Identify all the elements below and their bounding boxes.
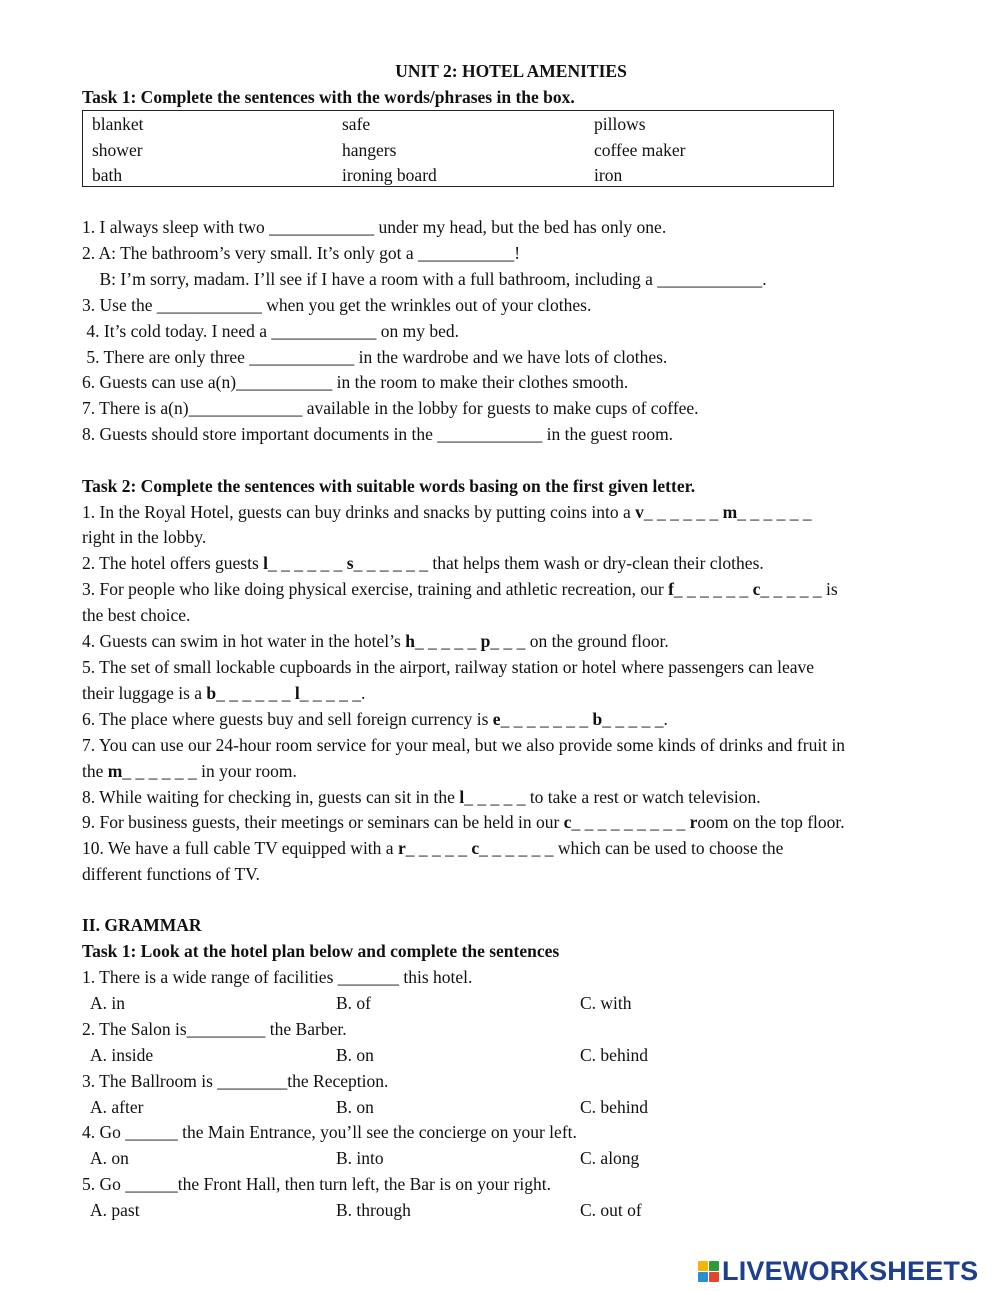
task2-sentence-line — [82, 863, 260, 885]
grammar-question: 4. Go ______ the Main Entrance, you’ll see the concierge on your left. — [82, 1122, 577, 1142]
task1-sentence: 3. Use the ____________ when you get the wrinkles out of your clothes. — [82, 295, 592, 315]
sentence-text: _ _ _ _ _ _ — [643, 502, 723, 522]
sentence-text: their luggage is a — [82, 683, 207, 703]
answer-option[interactable]: B. on — [336, 1045, 374, 1065]
task2-sentence-line — [82, 656, 814, 678]
sentence-text: _ _ _ _ _ — [414, 631, 481, 651]
answer-option[interactable]: B. of — [336, 993, 371, 1013]
word-box-cell: pillows — [594, 114, 646, 134]
grammar-section-title: II. GRAMMAR — [82, 915, 202, 935]
hint-letter: f — [668, 579, 674, 599]
hint-letter: c — [752, 579, 761, 599]
logo-square — [698, 1272, 708, 1282]
sentence-text: _ _ _ _ _ _ which can be used to choose the — [479, 838, 784, 858]
sentence-text: the — [82, 761, 108, 781]
sentence-text: 8. While waiting for checking in, guests can sit in the — [82, 787, 460, 807]
sentence-text: 2. The hotel offers guests — [82, 553, 264, 573]
sentence-text: the best choice. — [82, 605, 191, 625]
word-box-cell: blanket — [92, 114, 144, 134]
sentence-text: _ _ _ _ _ _ — [268, 553, 347, 573]
task2-sentence-line — [82, 682, 365, 704]
sentence-text: 9. For business guests, their meetings or seminars can be held in our — [82, 812, 564, 832]
grammar-question: 3. The Ballroom is ________the Reception. — [82, 1071, 389, 1091]
task1-sentence: 7. There is a(n)_____________ available in the lobby for guests to make cups of coffee. — [82, 398, 699, 418]
grammar-question: 2. The Salon is_________ the Barber. — [82, 1019, 347, 1039]
task1-sentence: 2. A: The bathroom’s very small. It’s only got a ___________! — [82, 243, 521, 263]
answer-option[interactable]: C. behind — [580, 1045, 649, 1065]
logo-text: LIVEWORKSHEETS — [722, 1255, 979, 1286]
grammar-question: 1. There is a wide range of facilities _______ this hotel. — [82, 967, 473, 987]
word-box-cell: coffee maker — [594, 140, 686, 160]
logo-square — [709, 1272, 719, 1282]
logo-square — [698, 1261, 708, 1271]
grammar-task-heading: Task 1: Look at the hotel plan below and complete the sentences — [82, 941, 560, 961]
sentence-text: 1. In the Royal Hotel, guests can buy drinks and snacks by putting coins into a — [82, 502, 636, 522]
answer-option[interactable]: A. inside — [90, 1045, 154, 1065]
word-box-cell: ironing board — [342, 165, 437, 185]
task1-sentence: 1. I always sleep with two ____________ under my head, but the bed has only one. — [82, 217, 667, 237]
sentence-text: 5. The set of small lockable cupboards in the airport, railway station or hotel where passengers can leave — [82, 657, 815, 677]
grammar-question: 5. Go ______the Front Hall, then turn left, the Bar is on your right. — [82, 1174, 552, 1194]
sentence-text: _ _ _ _ _ _ _ _ _ — [571, 812, 690, 832]
hint-letter: r — [689, 812, 698, 832]
answer-option[interactable]: C. out of — [580, 1200, 642, 1220]
page-title: UNIT 2: HOTEL AMENITIES — [395, 61, 627, 81]
word-box-cell: shower — [92, 140, 143, 160]
sentence-text: 10. We have a full cable TV equipped with a — [82, 838, 398, 858]
sentence-text: right in the lobby. — [82, 527, 207, 547]
sentence-text: 3. For people who like doing physical exercise, training and athletic recreation, our — [82, 579, 669, 599]
sentence-text: _ _ _ _ _. — [602, 709, 668, 729]
sentence-text: 6. The place where guests buy and sell foreign currency is — [82, 709, 493, 729]
task1-sentence: B: I’m sorry, madam. I’ll see if I have a room with a full bathroom, including a ____________. — [82, 269, 767, 289]
hint-letter: v — [635, 502, 644, 522]
task2-sentence-line — [82, 760, 297, 782]
answer-option[interactable]: B. on — [336, 1097, 374, 1117]
sentence-text: _ _ _ on the ground floor. — [490, 631, 669, 651]
task2-sentence-line — [82, 604, 190, 626]
hint-letter: m — [722, 502, 738, 522]
task1-heading: Task 1: Complete the sentences with the words/phrases in the box. — [82, 87, 575, 107]
sentence-text: _ _ _ _ _ is — [760, 579, 838, 599]
sentence-text: _ _ _ _ _ _ in your room. — [122, 761, 297, 781]
answer-option[interactable]: B. into — [336, 1148, 384, 1168]
hint-letter: l — [459, 787, 465, 807]
answer-option[interactable]: B. through — [336, 1200, 411, 1220]
task2-sentence-line — [82, 552, 764, 574]
task2-sentence-line — [82, 786, 761, 808]
answer-option[interactable]: A. past — [90, 1200, 140, 1220]
hint-letter: c — [471, 838, 480, 858]
answer-option[interactable]: A. after — [90, 1097, 144, 1117]
liveworksheets-logo — [698, 1256, 978, 1286]
sentence-text: _ _ _ _ _ _ — [673, 579, 753, 599]
sentence-text: _ _ _ _ _ to take a rest or watch television. — [464, 787, 761, 807]
task2-heading: Task 2: Complete the sentences with suitable words basing on the first given letter. — [82, 476, 696, 496]
sentence-text: _ _ _ _ _ _ — [737, 502, 812, 522]
task2-sentence-line — [82, 837, 783, 859]
word-box — [82, 110, 834, 187]
sentence-text: different functions of TV. — [82, 864, 260, 884]
task1-sentence: 8. Guests should store important documents in the ____________ in the guest room. — [82, 424, 674, 444]
sentence-text: _ _ _ _ _ — [405, 838, 472, 858]
task2-sentence-line — [82, 734, 845, 756]
answer-option[interactable]: C. along — [580, 1148, 640, 1168]
sentence-text: _ _ _ _ _ _ _ — [500, 709, 593, 729]
task2-sentence-line — [82, 501, 812, 523]
sentence-text: _ _ _ _ _ _ — [216, 683, 295, 703]
task2-sentence-line — [82, 526, 206, 548]
hint-letter: b — [206, 683, 217, 703]
sentence-text: _ _ _ _ _. — [299, 683, 366, 703]
hint-letter: p — [480, 631, 491, 651]
hint-letter: c — [563, 812, 572, 832]
word-box-cell: bath — [92, 165, 123, 185]
logo-square — [709, 1261, 719, 1271]
sentence-text: oom on the top floor. — [697, 812, 845, 832]
task1-sentence: 5. There are only three ____________ in the wardrobe and we have lots of clothes. — [82, 347, 668, 367]
hint-letter: r — [397, 838, 406, 858]
hint-letter: l — [294, 683, 300, 703]
hint-letter: h — [405, 631, 415, 651]
word-box-cell: iron — [594, 165, 623, 185]
answer-option[interactable]: A. in — [90, 993, 125, 1013]
task1-sentence: 6. Guests can use a(n)___________ in the room to make their clothes smooth. — [82, 372, 629, 392]
hint-letter: m — [107, 761, 123, 781]
answer-option[interactable]: C. behind — [580, 1097, 649, 1117]
task1-sentence: 4. It’s cold today. I need a ____________ on my bed. — [82, 321, 459, 341]
sentence-text: 4. Guests can swim in hot water in the hotel’s — [82, 631, 406, 651]
sentence-text: 7. You can use our 24-hour room service for your meal, but we also provide some kinds of drinks and fruit in — [82, 735, 846, 755]
task2-sentence-line — [82, 578, 838, 600]
task2-sentence-line — [82, 811, 845, 833]
hint-letter: e — [492, 709, 501, 729]
answer-option[interactable]: A. on — [90, 1148, 129, 1168]
word-box-cell: safe — [342, 114, 371, 134]
word-box-cell: hangers — [342, 140, 397, 160]
task2-sentence-line — [82, 630, 669, 652]
hint-letter: b — [592, 709, 603, 729]
sentence-text: _ _ _ _ _ _ that helps them wash or dry-clean their clothes. — [353, 553, 764, 573]
logo-mark-icon — [698, 1261, 719, 1282]
answer-option[interactable]: C. with — [580, 993, 632, 1013]
task2-sentence-line — [82, 708, 668, 730]
hint-letter: s — [346, 553, 354, 573]
hint-letter: l — [263, 553, 269, 573]
